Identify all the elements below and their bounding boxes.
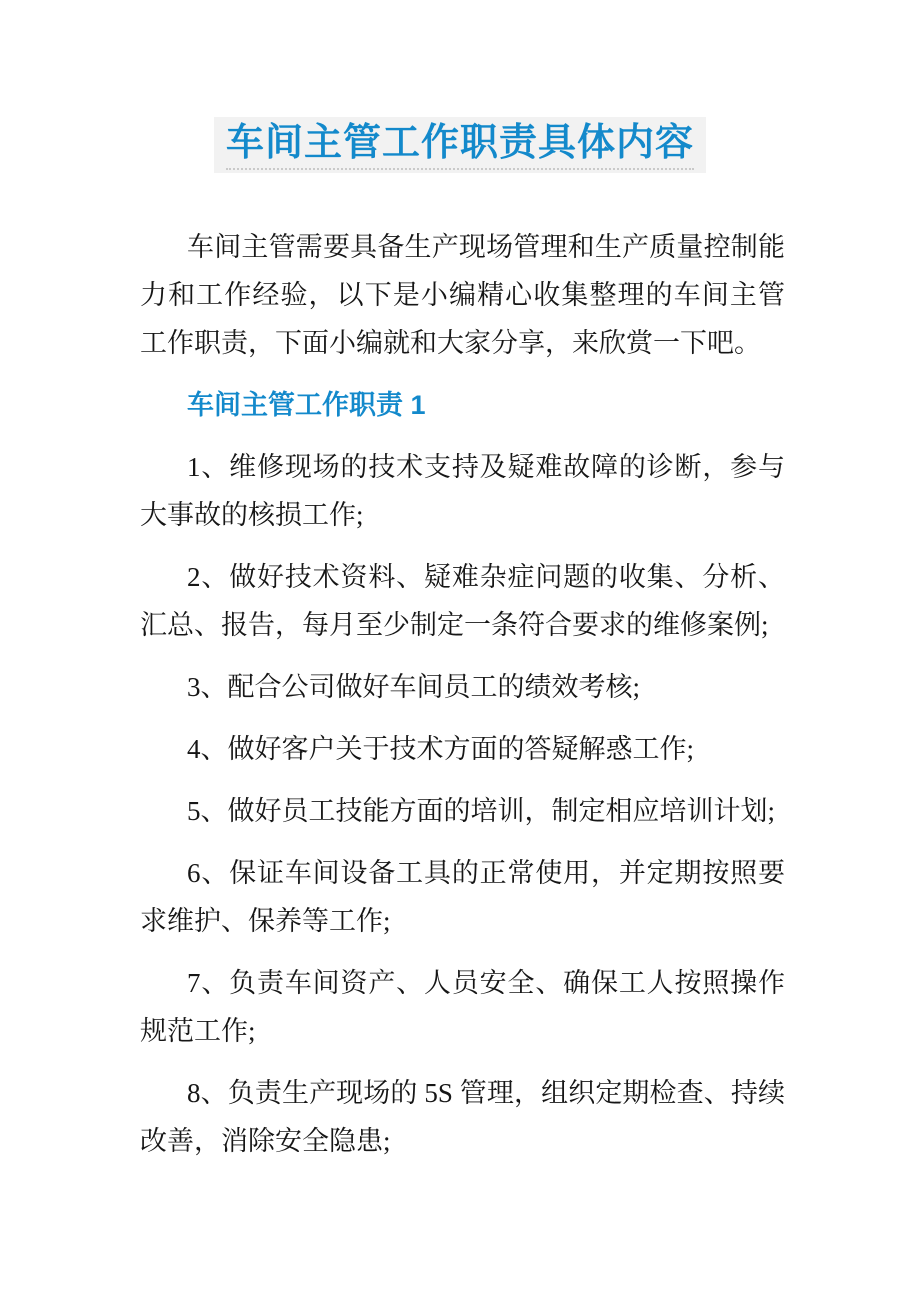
duty-item-7: 7、负责车间资产、人员安全、确保工人按照操作规范工作; <box>140 968 785 1046</box>
duty-item-1: 1、维修现场的技术支持及疑难故障的诊断，参与大事故的核损工作; <box>140 452 785 530</box>
section-heading: 车间主管工作职责 1 <box>187 390 426 420</box>
duty-item-3: 3、配合公司做好车间员工的绩效考核; <box>187 672 641 702</box>
intro-paragraph: 车间主管需要具备生产现场管理和生产质量控制能力和工作经验，以下是小编精心收集整理的车间主管工作职责，下面小编就和大家分享，来欣赏一下吧。 <box>140 232 785 358</box>
title-section <box>0 0 920 173</box>
duty-item-6: 6、保证车间设备工具的正常使用，并定期按照要求维护、保养等工作; <box>140 858 785 936</box>
duty-item-2: 2、做好技术资料、疑难杂症问题的收集、分析、汇总、报告，每月至少制定一条符合要求的维修案例; <box>140 562 785 640</box>
document-title: 车间主管工作职责具体内容 <box>226 122 694 170</box>
document-body <box>140 223 785 1165</box>
duty-item-4: 4、做好客户关于技术方面的答疑解惑工作; <box>187 734 695 764</box>
duty-item-8: 8、负责生产现场的 5S 管理，组织定期检查、持续改善，消除安全隐患; <box>140 1078 785 1156</box>
document-title-highlight <box>214 117 706 173</box>
duty-item-5: 5、做好员工技能方面的培训，制定相应培训计划; <box>187 796 776 826</box>
